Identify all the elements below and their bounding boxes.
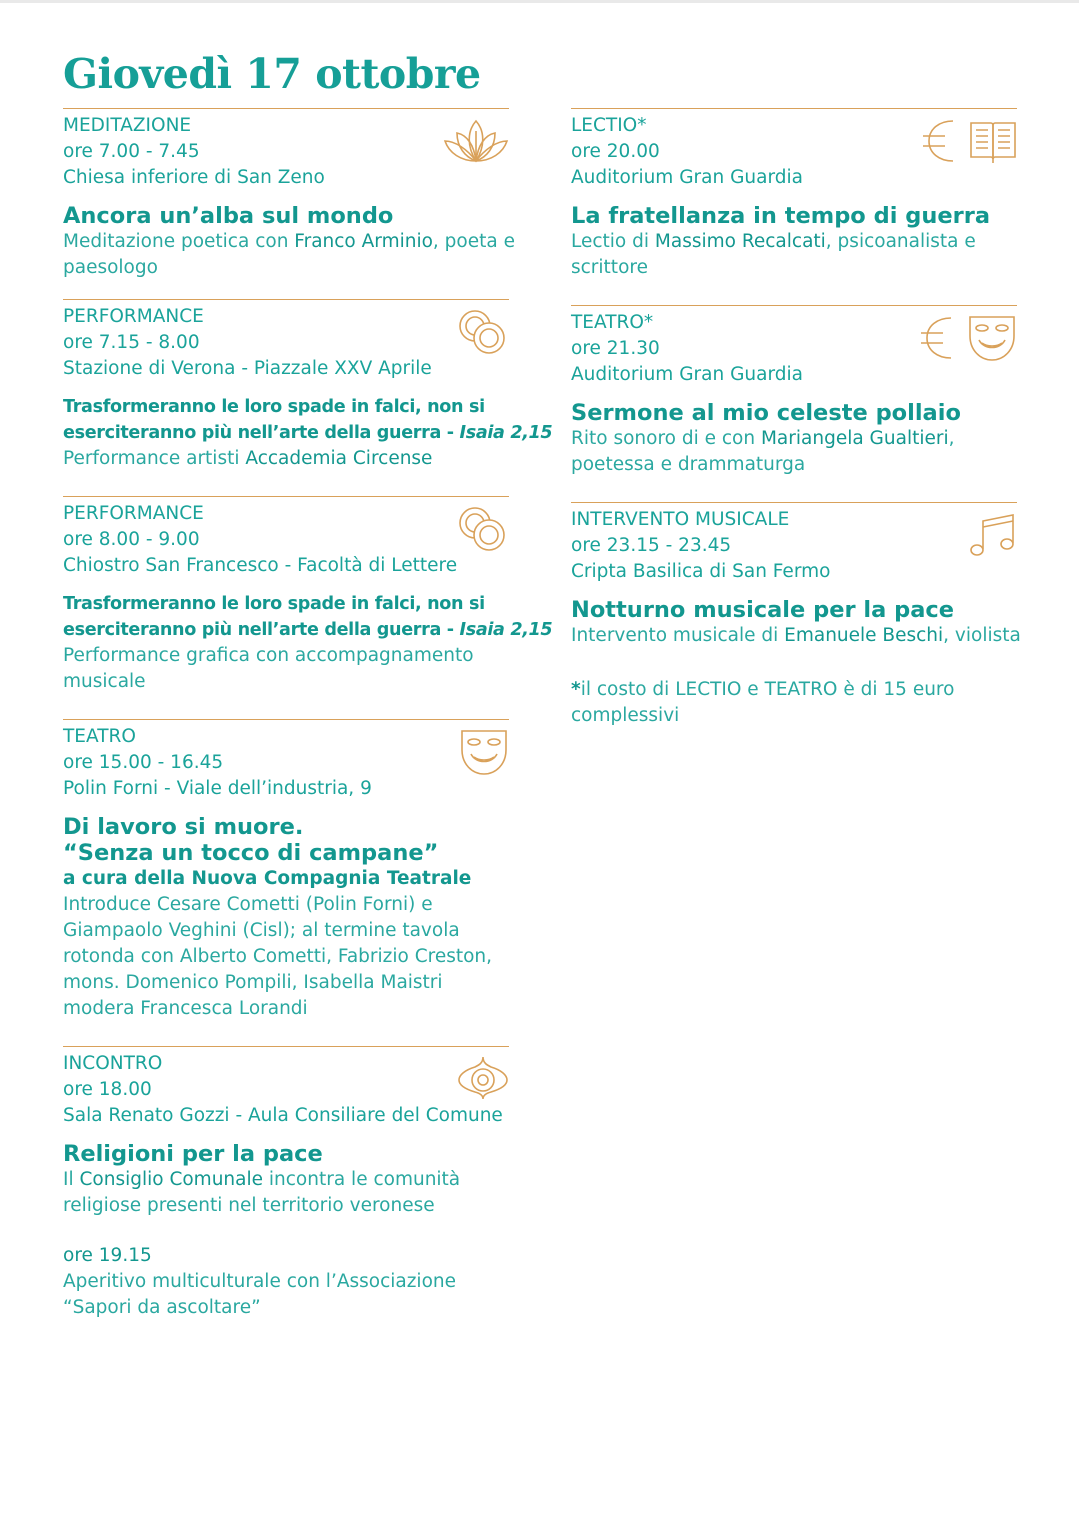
event-description xyxy=(63,229,515,281)
event-place: Chiostro San Francesco - Facoltà di Lettere xyxy=(63,555,458,576)
event-performance-2 xyxy=(63,496,553,719)
event-time: ore 7.00 - 7.45 xyxy=(63,141,200,162)
desc-text: rotonda con Alberto Cometti, Fabrizio Creston, xyxy=(63,946,493,967)
desc-text: paesologo xyxy=(63,257,158,278)
event-place: Sala Renato Gozzi - Aula Consiliare del Comune xyxy=(63,1105,503,1126)
desc-text: , psicoanalista e xyxy=(825,231,976,252)
event-time: ore 20.00 xyxy=(571,141,660,162)
juggling-rings-icon xyxy=(457,308,509,356)
title-line: Di lavoro si muore. xyxy=(63,814,304,840)
title-line: “Senza un tocco di campane” xyxy=(63,840,439,866)
event-category: LECTIO* xyxy=(571,115,647,136)
page-title: Giovedì 17 ottobre xyxy=(63,50,481,98)
note-text: il costo di LECTIO e TEATRO è di 15 euro xyxy=(580,679,955,700)
event-category: TEATRO* xyxy=(571,312,654,333)
desc-text: incontra le comunità xyxy=(263,1169,461,1190)
event-description xyxy=(571,229,1017,281)
desc-text: Lectio di xyxy=(571,231,655,252)
top-border xyxy=(0,0,1079,3)
music-note-icon xyxy=(969,511,1017,559)
event-teatro-star xyxy=(571,305,1017,502)
title-reference: Isaia 2,15 xyxy=(459,620,553,640)
event-place: Auditorium Gran Guardia xyxy=(571,167,803,188)
event-time: ore 21.30 xyxy=(571,338,660,359)
event-time: ore 8.00 - 9.00 xyxy=(63,529,200,550)
title-line: eserciteranno più nell’arte della guerra - xyxy=(63,423,460,443)
event-category: PERFORMANCE xyxy=(63,503,204,524)
price-note xyxy=(571,677,1017,729)
note-star: * xyxy=(571,679,581,700)
desc-person: Franco Arminio xyxy=(294,231,433,252)
event-category: TEATRO xyxy=(63,726,136,747)
left-column xyxy=(63,108,553,1321)
event-place: Cripta Basilica di San Fermo xyxy=(571,561,831,582)
title-line: Trasformeranno le loro spade in falci, non si xyxy=(63,397,485,417)
desc-text: modera Francesca Lorandi xyxy=(63,998,308,1019)
event-description xyxy=(63,1167,509,1219)
desc-text: mons. Domenico Pompili, Isabella Maistri xyxy=(63,972,443,993)
event-title xyxy=(63,394,553,446)
event-category: INTERVENTO MUSICALE xyxy=(571,509,790,530)
event-description xyxy=(571,426,1017,478)
extra-text: Aperitivo multiculturale con l’Associazione xyxy=(63,1271,456,1292)
title-line: Trasformeranno le loro spade in falci, non si xyxy=(63,594,485,614)
desc-person: Accademia Circense xyxy=(245,448,433,469)
desc-text: Meditazione poetica con xyxy=(63,231,295,252)
event-time: ore 7.15 - 8.00 xyxy=(63,332,200,353)
desc-text: , violista xyxy=(943,625,1021,646)
event-extra xyxy=(63,1243,509,1321)
book-icon xyxy=(969,117,1017,165)
event-intervento-musicale xyxy=(571,502,1021,649)
event-title: Religioni per la pace xyxy=(63,1141,323,1167)
event-meditazione xyxy=(63,108,515,299)
event-description xyxy=(571,623,1021,649)
event-time: ore 23.15 - 23.45 xyxy=(571,535,732,556)
event-description xyxy=(63,892,509,1022)
event-title: Sermone al mio celeste pollaio xyxy=(571,400,961,426)
event-place: Auditorium Gran Guardia xyxy=(571,364,803,385)
extra-text: “Sapori da ascoltare” xyxy=(63,1297,261,1318)
extra-time: ore 19.15 xyxy=(63,1245,152,1266)
event-incontro xyxy=(63,1046,509,1321)
desc-text: Performance grafica con accompagnamento xyxy=(63,645,474,666)
event-title: Notturno musicale per la pace xyxy=(571,597,955,623)
event-title: Ancora un’alba sul mondo xyxy=(63,203,394,229)
event-category: MEDITAZIONE xyxy=(63,115,192,136)
desc-person: Emanuele Beschi xyxy=(784,625,944,646)
event-performance-1 xyxy=(63,299,553,496)
event-lectio xyxy=(571,108,1017,305)
right-column xyxy=(571,108,1021,729)
event-time: ore 18.00 xyxy=(63,1079,152,1100)
desc-text: Performance artisti xyxy=(63,448,246,469)
event-title xyxy=(63,814,509,866)
event-title xyxy=(63,591,553,643)
event-description xyxy=(63,446,509,472)
theatre-mask-icon xyxy=(459,728,509,776)
desc-text: poetessa e drammaturga xyxy=(571,454,806,475)
desc-person: Consiglio Comunale xyxy=(79,1169,264,1190)
desc-text: , xyxy=(948,428,955,449)
desc-person: Mariangela Gualtieri xyxy=(760,428,949,449)
desc-text: Rito sonoro di e con xyxy=(571,428,761,449)
note-text: complessivi xyxy=(571,705,680,726)
desc-text: musicale xyxy=(63,671,146,692)
desc-text: , poeta e xyxy=(432,231,515,252)
euro-icon xyxy=(921,117,957,165)
lotus-icon xyxy=(443,117,509,165)
desc-person: Massimo Recalcati xyxy=(654,231,826,252)
desc-text: religiose presenti nel territorio veronese xyxy=(63,1195,435,1216)
desc-text: Il xyxy=(63,1169,80,1190)
event-category: INCONTRO xyxy=(63,1053,163,1074)
title-reference: Isaia 2,15 xyxy=(459,423,553,443)
event-teatro xyxy=(63,719,509,1046)
event-time: ore 15.00 - 16.45 xyxy=(63,752,224,773)
theatre-mask-icon xyxy=(967,314,1017,362)
event-category: PERFORMANCE xyxy=(63,306,204,327)
desc-text: Introduce Cesare Cometti (Polin Forni) e xyxy=(63,894,433,915)
desc-text: scrittore xyxy=(571,257,648,278)
euro-icon xyxy=(919,314,955,362)
title-line: eserciteranno più nell’arte della guerra - xyxy=(63,620,460,640)
event-place: Chiesa inferiore di San Zeno xyxy=(63,167,325,188)
event-subtitle: a cura della Nuova Compagnia Teatrale xyxy=(63,868,472,889)
desc-text: Giampaolo Veghini (Cisl); al termine tavola xyxy=(63,920,460,941)
event-place: Polin Forni - Viale dell’industria, 9 xyxy=(63,778,372,799)
event-place: Stazione di Verona - Piazzale XXV Aprile xyxy=(63,358,432,379)
event-description xyxy=(63,643,509,695)
juggling-rings-icon xyxy=(457,505,509,553)
desc-text: Intervento musicale di xyxy=(571,625,785,646)
religion-symbol-icon xyxy=(457,1055,509,1101)
event-title: La fratellanza in tempo di guerra xyxy=(571,203,991,229)
